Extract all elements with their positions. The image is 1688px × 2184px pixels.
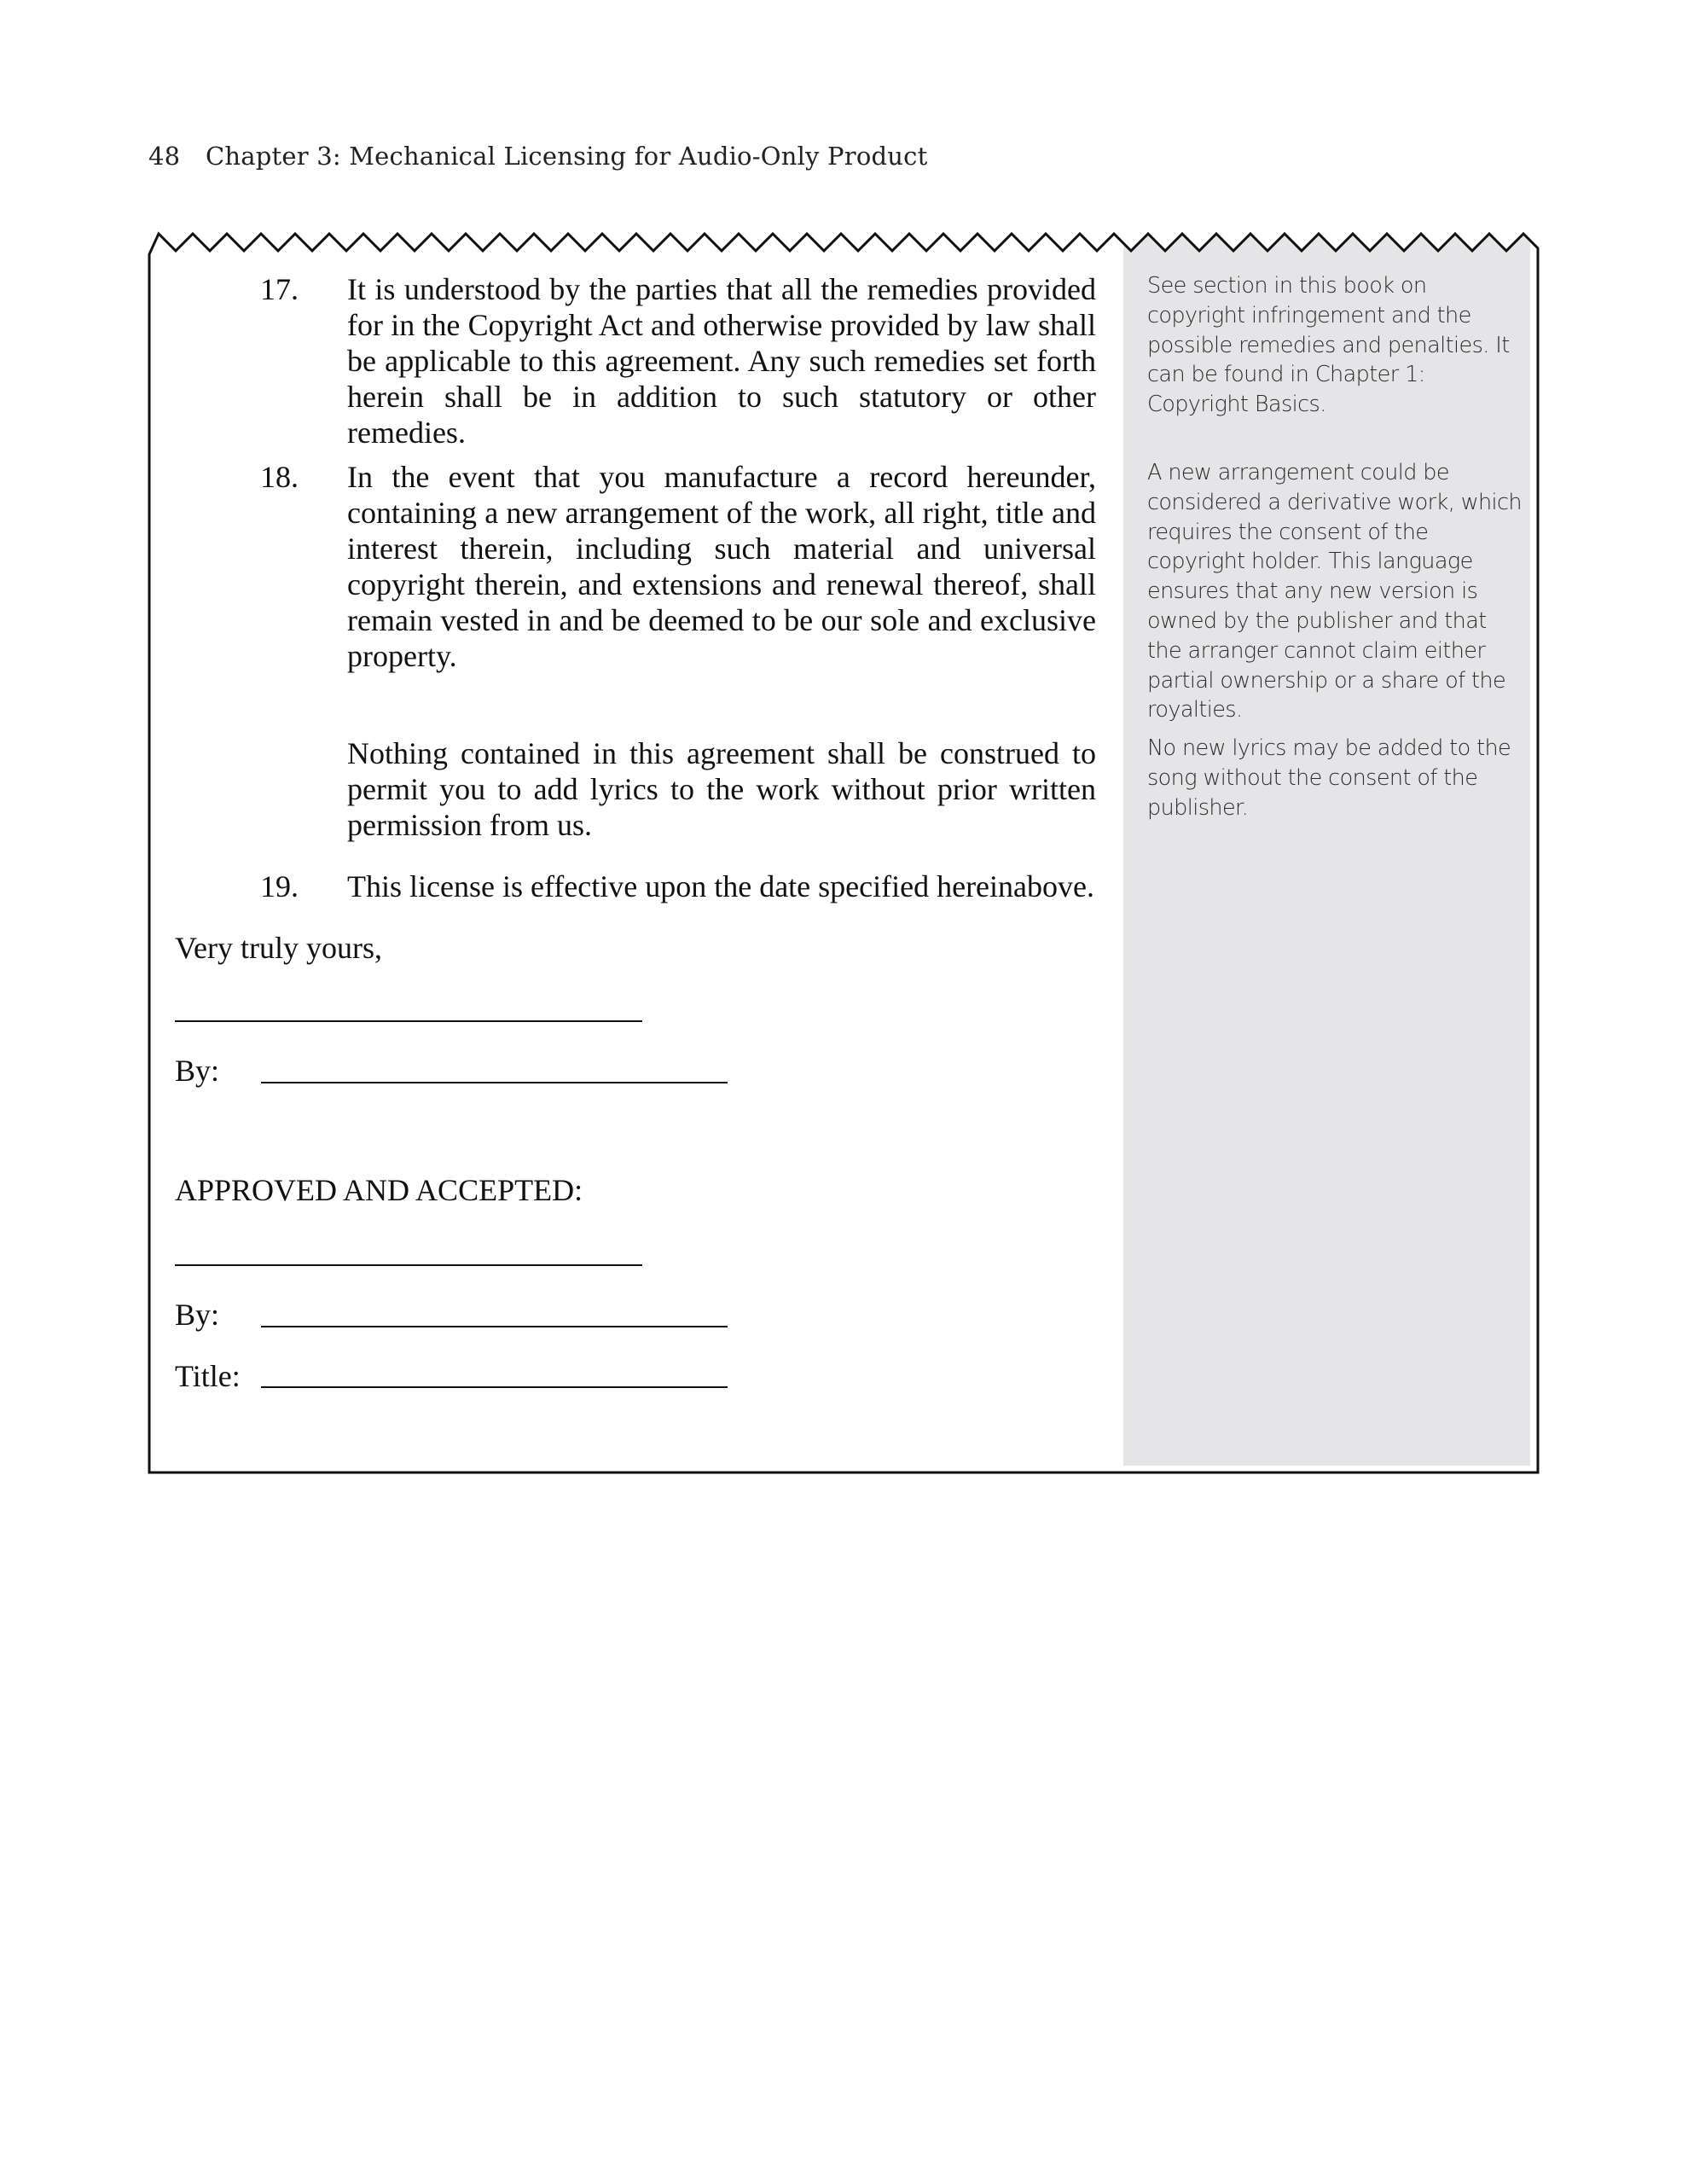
clause-text: In the event that you manufacture a record hereunder, containing a new arrangement of the work, all right, title and interest therein, including such material and universal copyright therein, and extensions and renewal thereof, shall remain vested in and be deemed to be our sole and exclusive property. bbox=[347, 460, 1096, 673]
approved-heading: APPROVED AND ACCEPTED: bbox=[175, 1173, 583, 1207]
signature-line-licensee[interactable] bbox=[175, 1264, 642, 1266]
sidebar-note-arrangement: A new arrangement could be considered a derivative work, which requires the consent of the copyright holder. This language ensures that any new version is owned by the publisher and that the arranger cannot claim either partial ownership or a share of the royalties. bbox=[1147, 460, 1522, 723]
clause-text: Nothing contained in this agreement shall be construed to permit you to add lyrics to the work without prior written permission from us. bbox=[347, 736, 1096, 842]
clause-number: 17. bbox=[260, 272, 299, 306]
signature-line-licensee-by[interactable] bbox=[261, 1326, 728, 1327]
signature-line-by[interactable] bbox=[261, 1082, 728, 1083]
title-label: Title: bbox=[175, 1359, 241, 1393]
page-number: 48 bbox=[148, 142, 181, 171]
annotation-panel bbox=[1123, 235, 1530, 1466]
sidebar-note-lyrics: No new lyrics may be added to the song without the consent of the publisher. bbox=[1147, 735, 1511, 821]
by-label: By: bbox=[175, 1054, 220, 1088]
by-label-licensee: By: bbox=[175, 1298, 220, 1332]
signature-line-title[interactable] bbox=[261, 1386, 728, 1388]
clause-number: 19. bbox=[260, 869, 299, 903]
signature-line-company[interactable] bbox=[175, 1020, 642, 1022]
clause-text: This license is effective upon the date specified hereinabove. bbox=[347, 869, 1094, 903]
sidebar-note-remedies: See section in this book on copyright infringement and the possible remedies and penalties. It can be found in Chapter 1: Copyright Basics. bbox=[1147, 273, 1510, 418]
clause-text: It is understood by the parties that all the remedies provided for in the Copyright Act and otherwise provided by law shall be applicable to this agreement. Any such remedies set forth herein shall be in addition to such statutory or other remedies. bbox=[347, 272, 1096, 450]
closing-salutation: Very truly yours, bbox=[175, 931, 382, 965]
clause-number: 18. bbox=[260, 460, 299, 494]
chapter-title: Chapter 3: Mechanical Licensing for Audio-Only Product bbox=[206, 142, 928, 171]
